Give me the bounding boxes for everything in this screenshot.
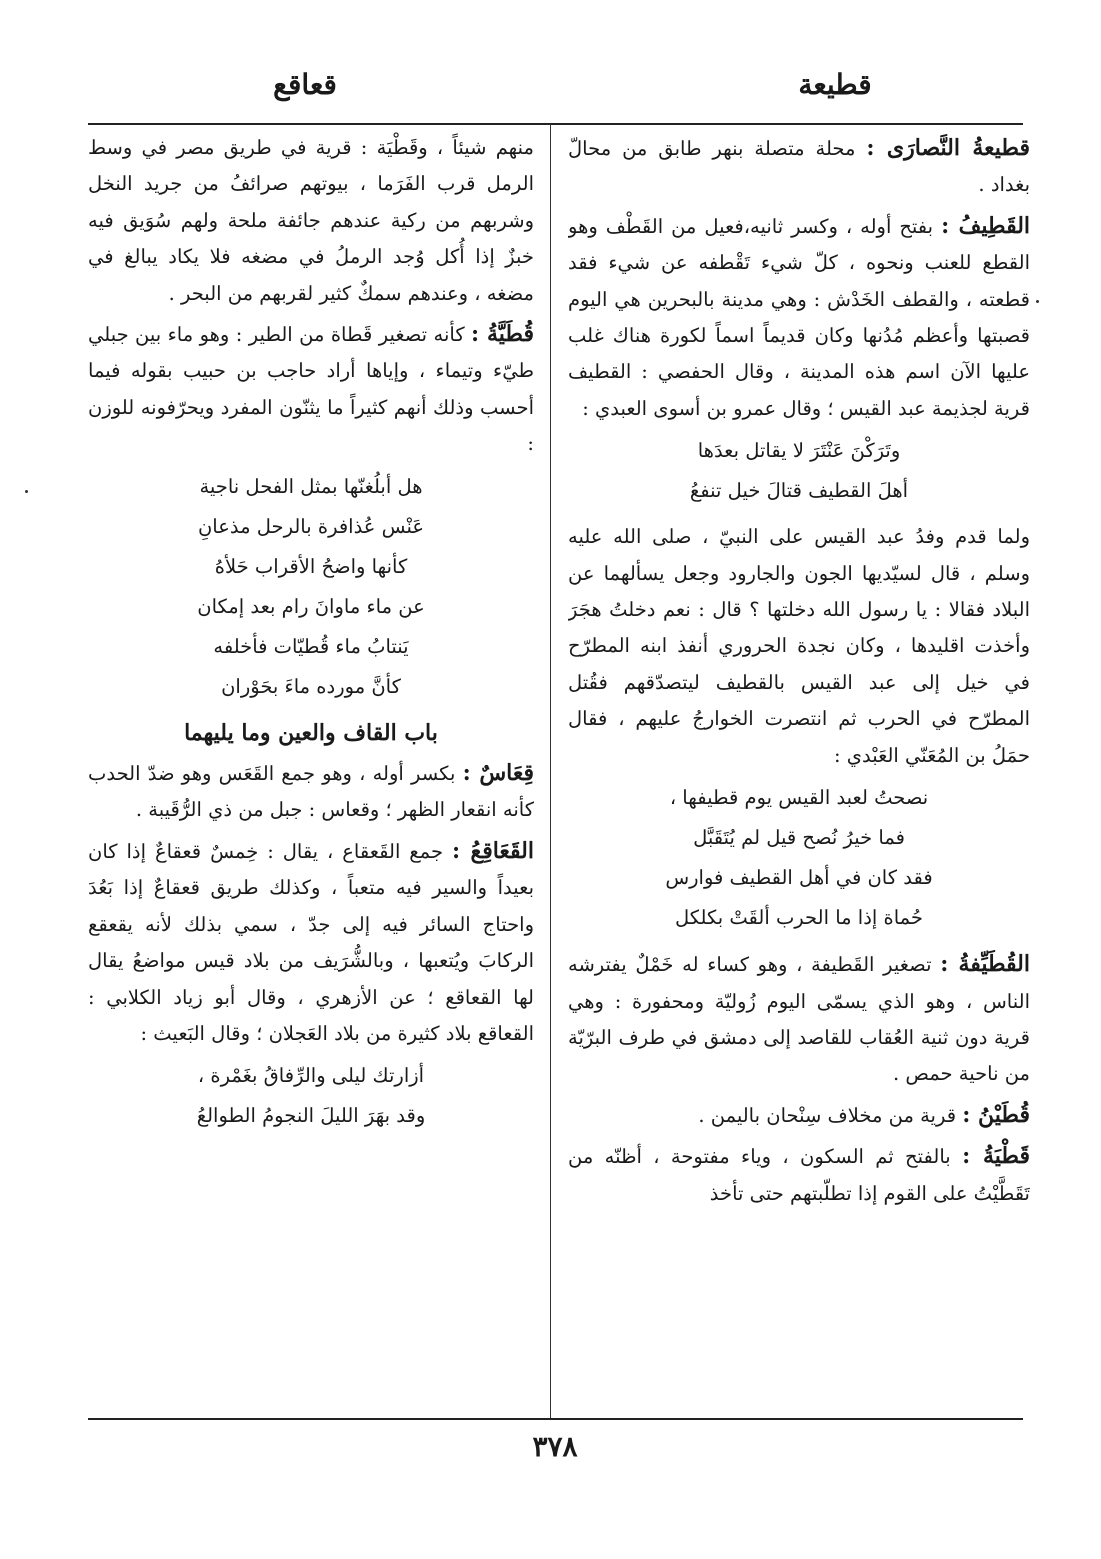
top-rule	[88, 123, 1023, 125]
verse-line: حُماة إذا ما الحرب ألقَتْ بكلكل	[674, 906, 923, 930]
header-right-word: قطيعة	[798, 68, 872, 101]
dictionary-entry	[88, 316, 534, 463]
entry-definition: محلة متصلة بنهر طابق من محالّ بغداد .	[568, 137, 1030, 197]
dictionary-entry	[88, 833, 534, 1052]
entry-definition: ولما قدم وفدُ عبد القيس على النبيّ ، صلى الله عليه وسلم ، قال لسيّديها الجون والجارود وجعل يسألهما عن البلاد فقالا : يا رسول الله دخلتها ؟ قال : نعم دخلتُ هجَرَ وأخذت اقليدها ، وكان نجدة الحروري أنفذ ابنه المطرّح في خيل إلى عبد القيس بالقطيف ليتصدّقهم فقُتل المطرّح في الحرب ثم انتصرت الخوارجُ عليهم ، فقال حمَلُ بن المُعَنّي العَبْدي :	[568, 525, 1030, 767]
scan-speck	[25, 490, 28, 493]
entry-definition: بالفتح ثم السكون ، وياء مفتوحة ، أظنّه من تَقَطَّيْتُ على القوم إذا تطلّبتهم حتى تأخذ	[568, 1145, 1030, 1205]
right-column	[568, 130, 1030, 1410]
entry-headword: القَعَاقِعُ :	[451, 837, 534, 864]
entry-definition: منهم شيئاً ، وقَطْيَة : قرية في طريق مصر في وسط الرمل قرب الفَرَما ، بيوتهم صرائفُ من جريد النخل وشربهم من ركية عندهم جائفة ملحة ولهم سُوَيق فيه خبزٌ إذا أُكل وُجد الرملُ في مضغه فلا يكاد يبالغ في مضغه ، وعندهم سمكٌ كثير لقربهم من البحر .	[88, 136, 534, 305]
verse-line: فقد كان في أهل القطيف فوارس	[665, 866, 933, 890]
entry-definition: بفتح أوله ، وكسر ثانيه،فعيل من القَطْف وهو القطع للعنب ونحوه ، كلّ شيء تَقْطفه عن شيء فقد قطعته ، والقطف الخَدْش : وهي مدينة بالبحرين هي اليوم قصبتها وأعظم مُدُنها وكان قديماً اسماً لكورة هناك غلب عليها الآن اسم هذه المدينة ، وقال الحفصي : القطيف قرية لجذيمة عبد القيس ؛ وقال عمرو بن أسوى العبدي :	[568, 214, 1030, 420]
entry-headword: قُطَيْنُ :	[962, 1101, 1030, 1128]
verse-line: كأنَّ مورده ماءَ بحَوْران	[221, 674, 401, 698]
scan-speck	[1036, 300, 1039, 303]
entry-headword: قُطَيَّةُ :	[471, 321, 534, 348]
verse-line: هل أبلُغنّها بمثل الفحل ناجية	[199, 474, 423, 498]
entry-headword: القُطَيِّفةُ :	[940, 951, 1030, 978]
entry-headword: القَطِيفُ :	[941, 212, 1030, 239]
dictionary-entry	[568, 1097, 1030, 1134]
header-left-word: قعاقع	[273, 68, 337, 101]
verse-line: يَنتابُ ماء قُطيّات فأخلفه	[213, 634, 409, 658]
verse-block	[88, 1056, 534, 1136]
entry-definition: قرية من مخلاف سِنْحان باليمن .	[698, 1103, 957, 1127]
dictionary-entry	[568, 519, 1030, 774]
dictionary-entry	[568, 130, 1030, 204]
verse-block	[568, 431, 1030, 511]
bottom-rule	[88, 1418, 1023, 1420]
entry-headword: قطيعةُ النَّصارَى :	[866, 135, 1030, 161]
dictionary-entry	[568, 208, 1030, 427]
section-heading: باب القاف والعين وما يليهما	[184, 719, 438, 746]
dictionary-entry	[568, 946, 1030, 1093]
verse-line: أزارتك ليلى والرِّفاقُ بغَمْرة ،	[197, 1064, 425, 1088]
entry-headword: قِعَاسٌ :	[462, 760, 534, 787]
entry-definition: تصغير القَطيفة ، وهو كساء له خَمْلٌ يفترشه الناس ، وهو الذي يسمّى اليوم زُوليّة ومحفورة : وهي قرية دون ثنية العُقاب للقاصد إلى دمشق في طرف البرّيّة من ناحية حمص .	[568, 953, 1030, 1086]
verse-block	[88, 467, 534, 707]
dictionary-entry	[568, 1138, 1030, 1212]
verse-line: كأنها واضحُ الأقراب حَلأهُ	[214, 554, 408, 578]
verse-line: نصحتُ لعبد القيس يوم قطيفها ،	[669, 786, 929, 810]
entry-headword: قَطْيَةُ :	[962, 1143, 1030, 1170]
dictionary-entry	[88, 130, 534, 312]
page-number: ٣٧٨	[532, 1430, 578, 1463]
verse-line: عَنْس عُذافرة بالرحل مذعانِ	[197, 514, 425, 538]
verse-line: أهلَ القطيف قتالَ خيل تنفعُ	[689, 479, 909, 503]
verse-line: فما خيرُ نُصح قيل لم يُتَقَبَّل	[693, 826, 905, 850]
entry-definition: بكسر أوله ، وهو جمع القَعَس وهو ضدّ الحدب كأنه انقعار الظهر ؛ وقعاس : جبل من ذي الرُّقَيبة .	[88, 762, 534, 822]
verse-line: عن ماء ماوانَ رام بعد إمكان	[197, 594, 425, 618]
verse-line: وقد بهَرَ الليلَ النجومُ الطوالعُ	[196, 1104, 426, 1128]
dictionary-entry	[88, 755, 534, 829]
left-column	[88, 130, 534, 1410]
verse-line: وتَرَكْنَ عَنْتَرَ لا يقاتل بعدَها	[697, 439, 901, 463]
column-divider	[550, 124, 551, 1418]
entry-definition: جمع القَعقاع ، يقال : خِمسٌ قعقاعٌ إذا كان بعيداً والسير فيه متعباً ، وكذلك طريق قعقاعٌ إذا بَعُدَ واحتاج السائر فيه إلى جدّ ، سمي بذلك لأنه يقعقع الركابَ ويُتعبها ، وبالشُّرَيف من بلاد قيس مواضعُ يقال لها القعاقع ؛ عن الأزهري ، وقال أبو زياد الكلابي : القعاقع بلاد كثيرة من بلاد العَجلان ؛ وقال البَعيث :	[88, 839, 534, 1045]
entry-definition: كأنه تصغير قَطاة من الطير : وهو ماء بين جبلي طيّء وتيماء ، وإياها أراد حاجب بن حبيب بقوله فيما أحسب وذلك أنهم كثيراً ما يثنّون المفرد ويحرّفونه للوزن :	[88, 323, 534, 456]
verse-block	[568, 778, 1030, 938]
